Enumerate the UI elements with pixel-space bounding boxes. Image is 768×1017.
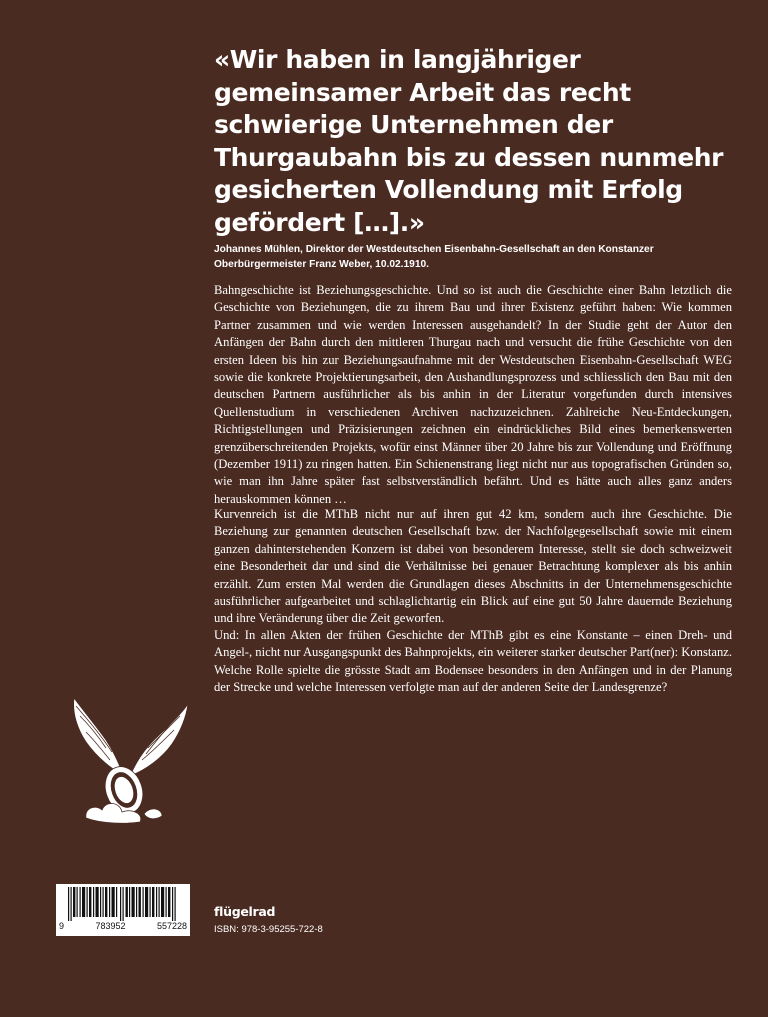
blurb-paragraph-1: Bahngeschichte ist Beziehungsgeschichte. Und so ist auch die Geschichte einer Bahn letztlich die Geschichte von Beziehungen, die zu ihrem Bau und ihrer Existenz geführt haben: Wie kommen Partner zusammen und wie werden Interessen ausgehandelt? In der Studie geht der Autor den Anfängen der Bahn durch den mittleren Thurgau nach und versucht die frühe Geschichte von den ersten Ideen bis hin zur Beziehungsaufnahme mit der Westdeutschen Eisenbahn-Gesellschaft WEG sowie die konkrete Projektierungsarbeit, den Aushandlungsprozess und schliesslich den Bau mit den deutschen Partnern ausführlicher als bis anhin in der Literatur vorgefunden durch intensives Quellenstudium in verschiedenen Archiven nachzuzeichnen. Zahlreiche Neu-Entdeckungen, Richtigstellungen und Präzisierungen zeichnen ein eindrückliches Bild eines bemerkenswerten grenzüberschreitenden Projekts, wofür einst Männer über 20 Jahre bis zur Vollendung und Eröffnung (Dezember 1911) zu ringen hatten. Ein Schienenstrang liegt nicht nur aus topografischen Gründen so, wie man ihn Jahre später fast selbstverständlich befährt. Und es hätte auch alles ganz anders herauskommen können …: [214, 283, 732, 506]
blurb-paragraph-2: Kurvenreich ist die MThB nicht nur auf ihren gut 42 km, sondern auch ihre Geschichte. Die Beziehung zur genannten deutschen Gesellschaft bzw. der Nachfolgegesellschaft sowie mit einem ganzen dahinterstehenden Konzern ist dabei von besonderem Interesse, stellt sie doch schweizweit eine Besonderheit dar und sind die Verhältnisse bei genauer Betrachtung komplexer als bis anhin erzählt. Zum ersten Mal werden die Grundlagen dieses Abschnitts in der Unternehmensgeschichte ausführlicher aufgearbeitet und schlaglichtartig ein Blick auf eine gut 50 Jahre dauernde Beziehung und ihre Veränderung über die Zeit geworfen.: [214, 507, 732, 626]
barcode-digit-group: 9: [59, 921, 65, 931]
barcode-digit-group: 783952: [95, 921, 126, 931]
back-cover-quote: «Wir haben in langjähriger gemeinsamer Arbeit das recht schwierige Unternehmen der Thurgaubahn bis zu dessen nunmehr gesicherten Vollendung mit Erfolg gefördert […].»: [214, 45, 724, 237]
blurb-paragraph-3: Und: In allen Akten der frühen Geschichte der MThB gibt es eine Konstante – einen Dreh- und Angel-, nicht nur Ausgangspunkt des Bahnprojekts, ein weiterer starker deutscher Part(ner): Konstanz. Welche Rolle spielte die grösste Stadt am Bodensee besonders in den Anfängen und in der Planung der Strecke und welche Interessen verfolgte man auf der anderen Seite der Landesgrenze?: [214, 628, 732, 695]
isbn-number: ISBN: 978-3-95255-722-8: [214, 924, 323, 935]
barcode-digits: [56, 921, 190, 931]
quote-attribution: Johannes Mühlen, Direktor der Westdeutschen Eisenbahn-Gesellschaft an den Konstanzer Oberbürgermeister Franz Weber, 10.02.1910.: [214, 244, 654, 270]
winged-wheel-illustration: [66, 696, 194, 826]
isbn-barcode: [56, 884, 190, 936]
barcode-bars: [60, 887, 186, 921]
barcode-digit-group: 557228: [156, 921, 187, 931]
publisher-name: flügelrad: [214, 904, 276, 919]
